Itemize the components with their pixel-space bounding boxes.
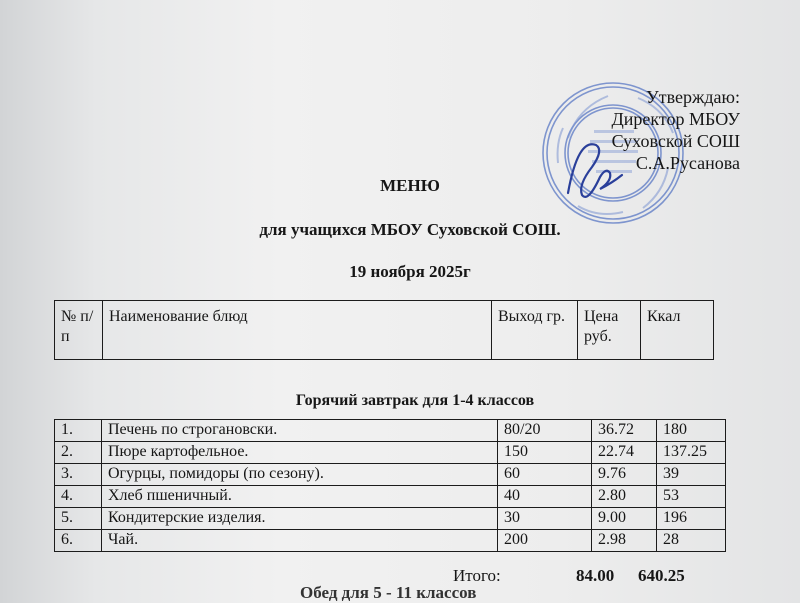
cell-name: Огурцы, помидоры (по сезону). xyxy=(102,464,498,486)
cell-price: 36.72 xyxy=(592,420,657,442)
document-title: МЕНЮ xyxy=(380,176,440,195)
document-date: 19 ноября 2025г xyxy=(349,262,471,281)
cell-price: 22.74 xyxy=(592,442,657,464)
total-label: Итого: xyxy=(453,566,501,585)
approval-line: Суховской СОШ xyxy=(611,131,740,151)
cell-yield: 30 xyxy=(498,508,592,530)
approval-block xyxy=(612,86,741,174)
menu-header-table xyxy=(54,300,714,360)
cell-yield: 80/20 xyxy=(498,420,592,442)
cell-name: Печень по строгановски. xyxy=(102,420,498,442)
header-kcal: Ккал xyxy=(641,301,714,360)
approval-line: Директор МБОУ xyxy=(611,109,740,129)
header-name: Наименование блюд xyxy=(103,301,492,360)
cell-num: 1. xyxy=(55,420,102,442)
cell-price: 9.76 xyxy=(592,464,657,486)
table-row xyxy=(55,508,726,530)
cell-kcal: 53 xyxy=(657,486,726,508)
total-kcal: 640.25 xyxy=(638,566,685,585)
cell-kcal: 28 xyxy=(657,530,726,552)
cell-kcal: 137.25 xyxy=(657,442,726,464)
cell-name: Пюре картофельное. xyxy=(102,442,498,464)
cell-yield: 40 xyxy=(498,486,592,508)
cell-price: 2.98 xyxy=(592,530,657,552)
table-row xyxy=(55,486,726,508)
table-row xyxy=(55,420,726,442)
cell-yield: 150 xyxy=(498,442,592,464)
cell-name: Чай. xyxy=(102,530,498,552)
cell-name: Кондитерские изделия. xyxy=(102,508,498,530)
cell-kcal: 196 xyxy=(657,508,726,530)
cell-name: Хлеб пшеничный. xyxy=(102,486,498,508)
cell-num: 4. xyxy=(55,486,102,508)
document-subtitle: для учащихся МБОУ Суховской СОШ. xyxy=(259,220,561,239)
header-price: Цена руб. xyxy=(578,301,641,360)
table-row xyxy=(55,464,726,486)
cell-price: 9.00 xyxy=(592,508,657,530)
cell-yield: 200 xyxy=(498,530,592,552)
table-row xyxy=(55,442,726,464)
cell-price: 2.80 xyxy=(592,486,657,508)
cell-num: 5. xyxy=(55,508,102,530)
cell-num: 6. xyxy=(55,530,102,552)
approval-line: Утверждаю: xyxy=(645,87,740,107)
next-section-title: Обед для 5 - 11 классов xyxy=(300,583,477,602)
menu-table xyxy=(54,419,726,552)
cell-num: 3. xyxy=(55,464,102,486)
section-title: Горячий завтрак для 1-4 классов xyxy=(295,392,535,409)
cell-kcal: 39 xyxy=(657,464,726,486)
cell-num: 2. xyxy=(55,442,102,464)
header-num: № п/п xyxy=(55,301,103,360)
cell-yield: 60 xyxy=(498,464,592,486)
header-yield: Выход гр. xyxy=(492,301,578,360)
approval-signer: С.А.Русанова xyxy=(635,153,740,173)
table-row xyxy=(55,530,726,552)
cell-kcal: 180 xyxy=(657,420,726,442)
total-price: 84.00 xyxy=(576,566,615,585)
